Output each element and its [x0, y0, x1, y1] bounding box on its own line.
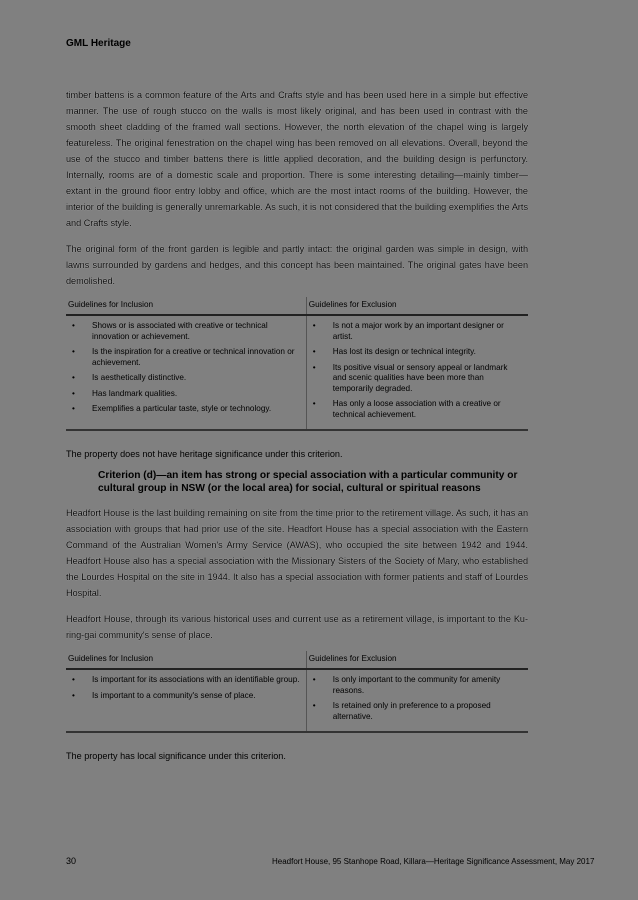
list-item: • Has only a loose association with a creative or technical achievement.	[309, 399, 522, 420]
criterion-d-heading: Criterion (d)—an item has strong or special association with a particular community or cultural group in NSW (or the local area) for social, cultural or spiritual reasons	[98, 470, 518, 494]
guidelines-table-c	[66, 297, 528, 431]
running-header: GML Heritage	[66, 38, 131, 49]
list-item: • Is retained only in preference to a proposed alternative.	[309, 701, 522, 722]
guidelines-table-d	[66, 651, 528, 733]
exclusion-cell	[306, 315, 528, 430]
paragraph: Headfort House is the last building remaining on site from the time prior to the retirement village. As such, it has an association with groups that had prior use of the site. Headfort House has a special association with the Eastern Command of the Australian Women's Army Service (AWAS), who occupied the site between 1942 and 1944. Headfort House also has a special association with the Missionary Sisters of the Society of Mary, who established the Lourdes Hospital on the site in 1944. It also has a special association with former patients and staff of Lourdes Hospital.	[66, 508, 528, 598]
conclusion-c: The property does not have heritage significance under this criterion.	[66, 449, 343, 459]
list-item: • Is aesthetically distinctive.	[68, 373, 300, 384]
inclusion-header: Guidelines for Inclusion	[66, 651, 306, 669]
list-item: • Is the inspiration for a creative or technical innovation or achievement.	[68, 347, 300, 368]
exclusion-header: Guidelines for Exclusion	[306, 651, 528, 669]
exclusion-cell	[306, 669, 528, 732]
list-item: • Has lost its design or technical integrity.	[309, 347, 522, 358]
list-item: • Is important to a community's sense of place.	[68, 691, 300, 702]
list-item: • Is important for its associations with an identifiable group.	[68, 675, 300, 686]
page-content	[66, 87, 528, 771]
list-item: • Has landmark qualities.	[68, 389, 300, 400]
exclusion-header: Guidelines for Exclusion	[306, 297, 528, 315]
inclusion-cell	[66, 315, 306, 430]
paragraph: timber battens is a common feature of the Arts and Crafts style and has been used here in a simple but effective manner. The use of rough stucco on the walls is most likely original, and has been used in contrast with the smooth sheet cladding of the framed wall sections. However, the north elevation of the chapel wing is largely featureless. The original fenestration on the chapel wing has been removed on all elevations. Overall, beyond the use of the stucco and timber battens there is little applied decoration, and the building design is perfunctory. Internally, rooms are of a domestic scale and proportion. There is some interesting detailing—mainly timber—extant in the ground floor entry lobby and office, which are the most intact rooms of the building. However, the interior of the building is generally unremarkable. As such, it is not considered that the building exemplifies the Arts and Crafts style.	[66, 90, 528, 228]
list-item: • Is not a major work by an important designer or artist.	[309, 321, 522, 342]
list-item: • Its positive visual or sensory appeal or landmark and scenic qualities have been more than temporarily degraded.	[309, 363, 522, 395]
page-number: 30	[66, 856, 77, 866]
list-item: • Is only important to the community for amenity reasons.	[309, 675, 522, 696]
paragraph: The original form of the front garden is legible and partly intact: the original garden was simple in design, with lawns surrounded by gardens and hedges, and this concept has been maintained. The original gates have been demolished.	[66, 244, 528, 286]
inclusion-header: Guidelines for Inclusion	[66, 297, 306, 315]
list-item: • Shows or is associated with creative or technical innovation or achievement.	[68, 321, 300, 342]
list-item: • Exemplifies a particular taste, style or technology.	[68, 404, 300, 415]
footer-doc-title: Headfort House, 95 Stanhope Road, Killara—Heritage Significance Assessment, May 2017	[272, 857, 595, 866]
paragraph: Headfort House, through its various historical uses and current use as a retirement village, is important to the Ku-ring-gai community's sense of place.	[66, 614, 528, 640]
conclusion-d: The property has local significance under this criterion.	[66, 751, 286, 761]
inclusion-cell	[66, 669, 306, 732]
